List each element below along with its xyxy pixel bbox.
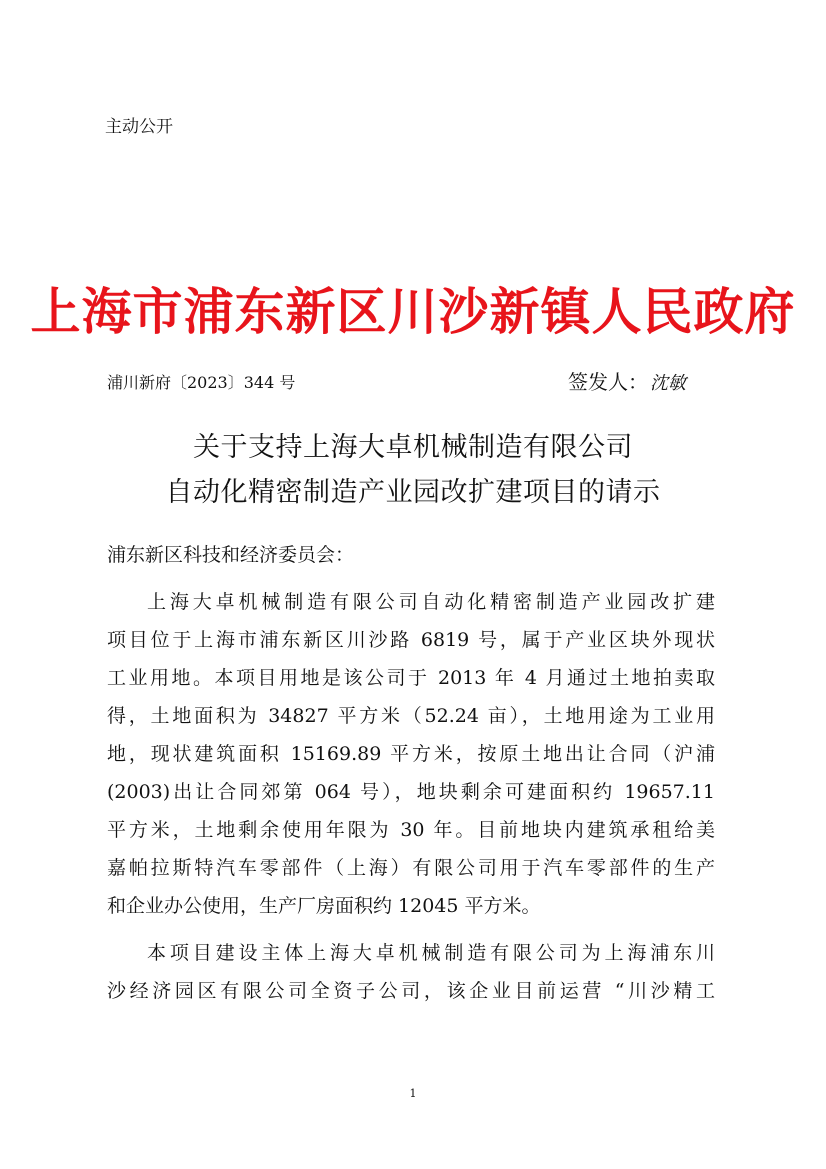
body-line: 和企业办公使用，生产厂房面积约 12045 平方米。 <box>107 895 541 917</box>
body-line: 工业用地。本项目用地是该公司于 2013 年 4 月通过土地拍卖取 <box>107 667 715 689</box>
body-line: 项目位于上海市浦东新区川沙路 6819 号，属于产业区块外现状 <box>107 629 715 651</box>
body-line: 平方米，土地剩余使用年限为 30 年。目前地块内建筑承租给美 <box>107 819 715 841</box>
body-line: 得，土地面积为 34827 平方米（52.24 亩），土地用途为工业用 <box>107 705 715 727</box>
title-line-2: 自动化精密制造产业园改扩建项目的请示 <box>165 477 661 508</box>
body-line: 沙经济园区有限公司全资子公司，该企业目前运营 “川沙精工 <box>107 980 715 1002</box>
body-line: 本项目建设主体上海大卓机械制造有限公司为上海浦东川 <box>147 942 715 964</box>
body-line: 嘉帕拉斯特汽车零部件（上海）有限公司用于汽车零部件的生产 <box>107 857 715 879</box>
disclosure-label: 主动公开 <box>105 117 173 137</box>
signer <box>568 366 686 395</box>
signer-name: 沈敏 <box>650 373 686 394</box>
signer-label: 签发人： <box>568 370 648 394</box>
recipient: 浦东新区科技和经济委员会： <box>107 544 355 566</box>
document-number: 浦川新府〔2023〕344 号 <box>107 373 296 392</box>
title-line-1: 关于支持上海大卓机械制造有限公司 <box>193 432 633 463</box>
body-line: (2003)出让合同郊第 064 号），地块剩余可建面积约 19657.11 <box>107 781 715 803</box>
body-line: 上海大卓机械制造有限公司自动化精密制造产业园改扩建 <box>147 591 715 613</box>
issuer-masthead: 上海市浦东新区川沙新镇人民政府 <box>30 282 796 341</box>
page-number: 1 <box>409 1087 417 1100</box>
body-line: 地，现状建筑面积 15169.89 平方米，按原土地出让合同（沪浦 <box>107 743 715 765</box>
